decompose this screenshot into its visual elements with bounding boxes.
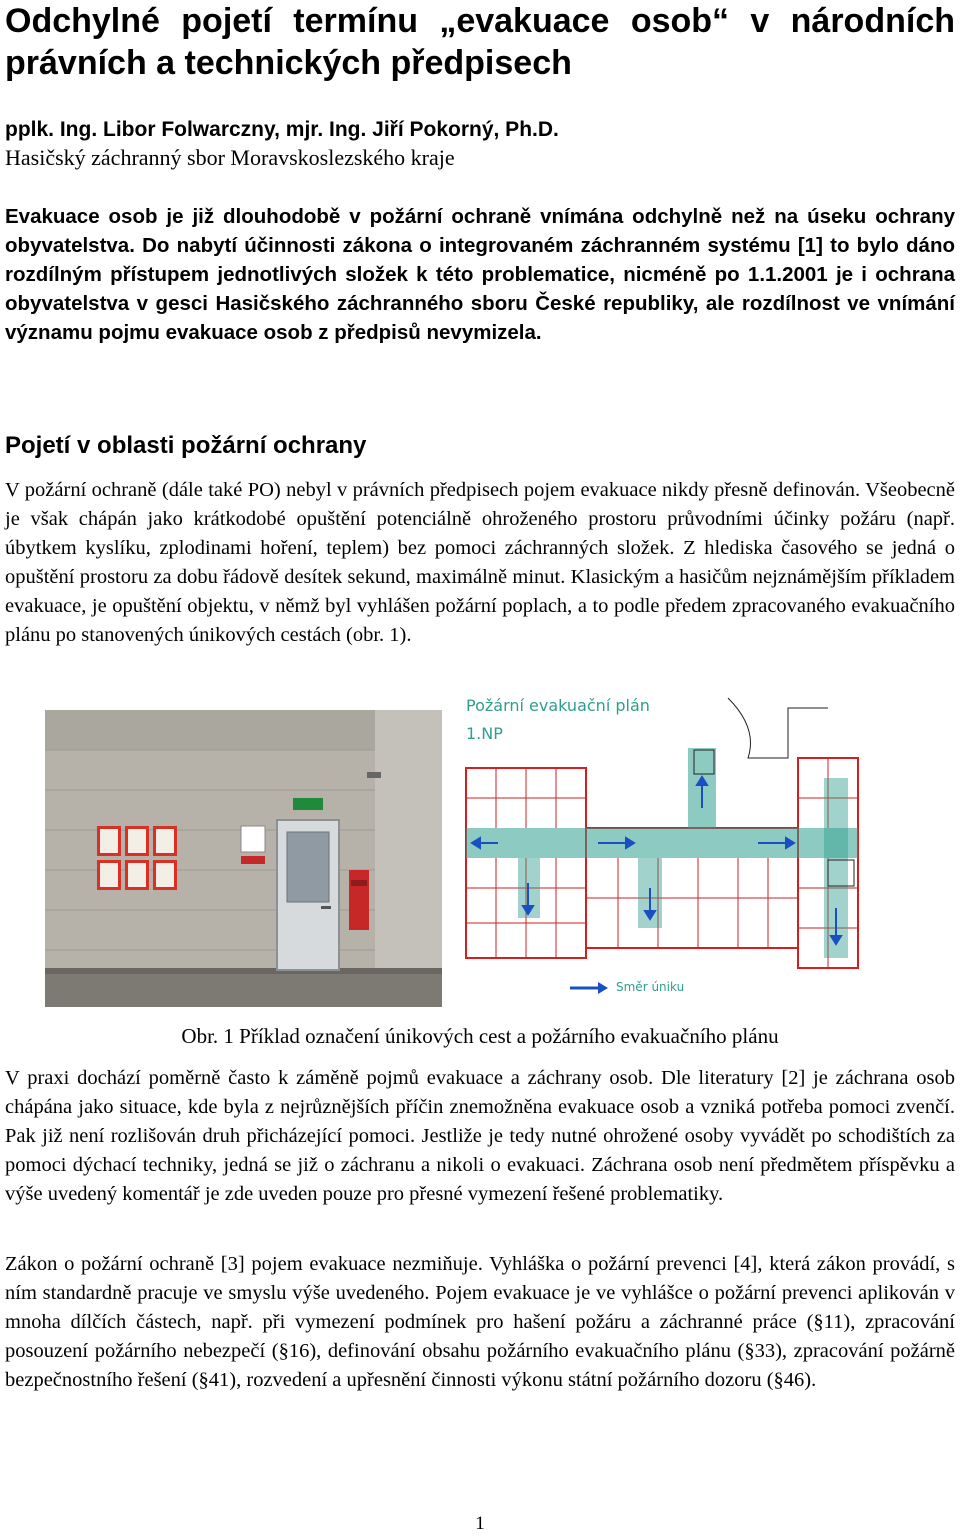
affiliation: Hasičský záchranný sbor Moravskoslezského kraje [5,145,455,170]
floor-plan-drawing [458,688,868,1010]
corridor-fill [466,748,858,958]
paragraph-3: Zákon o požární ochraně [3] pojem evakuace nezmiňuje. Vyhláška o požární prevenci [4], která zákon provádí, s ním standardně pracuje ve smyslu výše uvedeného. Pojem evakuace je ve vyhlášce o požární prevenci aplikován v mnoha dílčích částech, např. při vymezení podmínek pro hašení požáru a záchranné práce (§11), zpracování posouzení požárního nebezpečí (§16), definování obsahu požárního evakuačního plánu (§33), zpracování požárně bezpečnostního řešení (§41), rozvedení a upřesnění činnosti výkonu státní požárního dozoru (§46). [5,1253,955,1391]
building-photo-illustration [45,710,442,1007]
plan-legend-label: Směr úniku [616,980,685,994]
plan-floor-label: 1.NP [466,724,503,743]
figure-evacuation-plan [458,688,868,1010]
page-number: 1 [475,1513,485,1534]
paragraph-1: V požární ochraně (dále také PO) nebyl v právních předpisech pojem evakuace nikdy přesně definován. Všeobecně je však chápán jako krátkodobé opuštění potenciálně ohroženého prostoru průvodními účinky požáru (např. úbytkem kyslíku, zplodinami hoření, teplem) bez pomoci záchranných složek. Z hlediska časového se jedná o opuštění prostoru za dobu řádově desítek sekund, maximálně minut. Klasickým a hasičům nejznámějším příkladem evakuace, je opuštění objektu, v němž byl vyhlášen požární poplach, a to podle předem zpracovaného evakuačního plánu po stanovených únikových cestách (obr. 1). [5,479,955,646]
legend-arrow-icon [570,982,608,994]
paper-title: Odchylné pojetí termínu „evakuace osob“ v národních právních a technických předpisech [5,2,955,82]
figure-photo-building [45,710,442,1007]
abstract: Evakuace osob je již dlouhodobě v požární ochraně vnímána odchylně než na úseku ochrany obyvatelstva. Do nabytí účinnosti zákona o integrovaném záchranném systému [1] to bylo dáno rozdílným přístupem jednotlivých složek k této problematice, nicméně po 1.1.2001 je i ochrana obyvatelstva v gesci Hasičského záchranného sboru České republiky, ale rozdílnost ve vnímání významu pojmu evakuace osob z předpisů nevymizela. [5,205,955,344]
plan-title: Požární evakuační plán [466,696,650,715]
section-heading: Pojetí v oblasti požární ochrany [5,432,367,459]
figure-caption: Obr. 1 Příklad označení únikových cest a požárního evakuačního plánu [181,1024,779,1048]
paragraph-2: V praxi dochází poměrně často k záměně pojmů evakuace a záchrany osob. Dle literatury [2] je záchrana osob chápána jako situace, kde byla z nejrůznějších příčin znemožněna evakuace osob a vzniká potřeba pomoci zvenčí. Pak již není rozlišován druh přicházející pomoci. Jestliže je tedy nutné ohrožené osoby vyvádět po schodištích za pomoci dýchací techniky, jedná se již o záchranu a nikoli o evakuaci. Záchrana osob není předmětem příspěvku a výše uvedený komentář je zde uveden pouze pro přesné vymezení řešené problematiky. [5,1067,955,1205]
author-list: pplk. Ing. Libor Folwarczny, mjr. Ing. Jiří Pokorný, Ph.D. [5,118,559,141]
